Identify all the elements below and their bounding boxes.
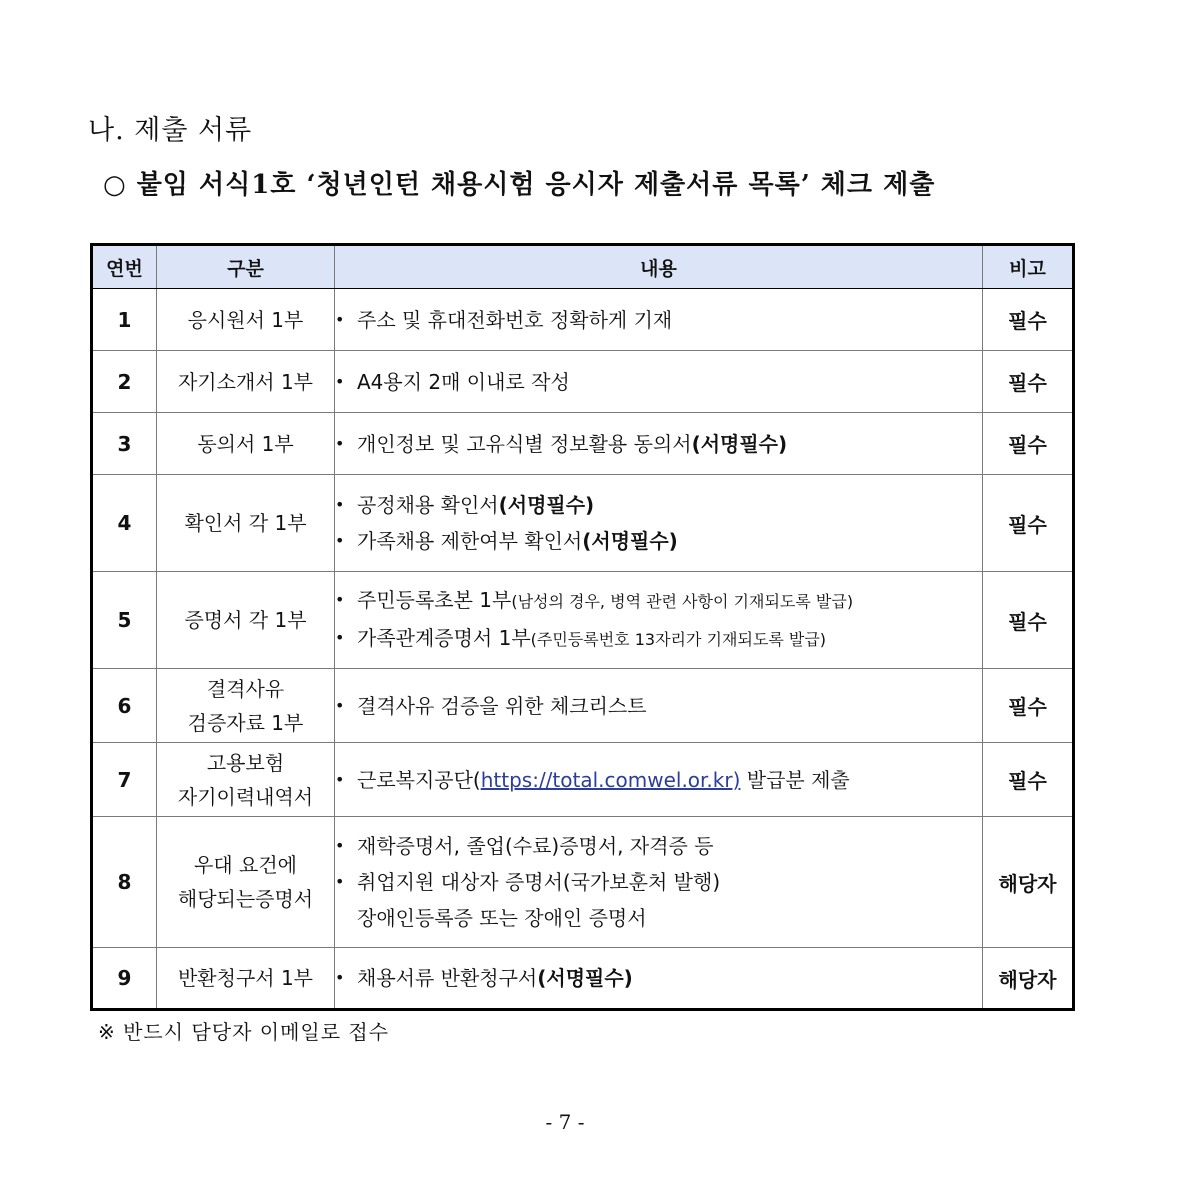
category-line: 증명서 각 1부 <box>184 608 307 632</box>
footnote: ※ 반드시 담당자 이메일로 접수 <box>98 1020 390 1044</box>
content-text <box>357 523 678 559</box>
item-text: 재학증명서, 졸업(수료)증명서, 자격증 등 <box>357 834 714 858</box>
row-note: 필수 <box>983 743 1074 817</box>
subheading-text: 붙임 서식1호 ‘청년인턴 채용시험 응시자 제출서류 목록’ 체크 제출 <box>136 170 936 200</box>
signature-required-text: (서명필수) <box>582 529 678 553</box>
content-item <box>335 960 982 996</box>
content-item <box>335 688 982 724</box>
signature-required-text: (서명필수) <box>691 431 788 456</box>
bullet-icon: • <box>335 433 345 453</box>
item-text: 근로복지공단( <box>357 767 481 792</box>
row-note: 필수 <box>983 475 1074 572</box>
table-row <box>92 948 1074 1010</box>
signature-required-text: (서명필수) <box>498 493 595 517</box>
item-text: 개인정보 및 고유식별 정보활용 동의서 <box>357 431 692 456</box>
header-category: 구분 <box>157 245 335 289</box>
content-text <box>357 364 570 400</box>
circle-marker: ○ <box>103 170 127 200</box>
content-item <box>335 487 982 523</box>
bullet-icon: • <box>335 968 345 987</box>
row-note: 필수 <box>983 413 1074 475</box>
header-note: 비고 <box>983 245 1074 289</box>
row-content <box>335 413 983 475</box>
item-text: 결격사유 검증을 위한 체크리스트 <box>357 693 647 718</box>
row-content <box>335 817 983 948</box>
bullet-icon: • <box>335 371 345 391</box>
table-row <box>92 475 1074 572</box>
row-number: 6 <box>92 669 157 743</box>
table-row <box>92 743 1074 817</box>
section-heading: 나. 제출 서류 <box>88 115 253 146</box>
row-category <box>157 572 335 669</box>
table-row <box>92 572 1074 669</box>
row-category <box>157 817 335 948</box>
row-note: 필수 <box>983 289 1074 351</box>
row-category <box>157 289 335 351</box>
content-item <box>335 762 982 798</box>
category-line: 자기이력내역서 <box>177 784 314 809</box>
category-line: 자기소개서 1부 <box>177 369 313 394</box>
row-content <box>335 351 983 413</box>
bullet-icon: • <box>335 495 345 514</box>
item-text: 가족관계증명서 1부 <box>357 626 531 650</box>
content-text <box>357 302 672 338</box>
table-body <box>92 289 1074 1010</box>
bullet-icon: • <box>335 695 345 715</box>
item-text: 주민등록초본 1부 <box>357 588 512 612</box>
row-content <box>335 743 983 817</box>
table-row <box>92 351 1074 413</box>
content-text <box>357 426 787 462</box>
row-note: 필수 <box>983 572 1074 669</box>
row-number: 9 <box>92 948 157 1010</box>
item-text: 공정채용 확인서 <box>357 493 499 517</box>
row-number: 7 <box>92 743 157 817</box>
item-text: 장애인등록증 또는 장애인 증명서 <box>357 906 647 930</box>
row-note: 해당자 <box>983 948 1074 1010</box>
bullet-icon: • <box>335 836 345 855</box>
table-row <box>92 289 1074 351</box>
row-number: 1 <box>92 289 157 351</box>
content-text <box>357 582 853 620</box>
content-item <box>335 620 982 658</box>
table-header-row <box>92 245 1074 289</box>
row-category <box>157 669 335 743</box>
row-content <box>335 572 983 669</box>
content-text <box>357 900 647 936</box>
row-content <box>335 475 983 572</box>
table-row <box>92 669 1074 743</box>
row-number: 5 <box>92 572 157 669</box>
row-number: 3 <box>92 413 157 475</box>
content-text <box>357 960 633 996</box>
row-note: 필수 <box>983 351 1074 413</box>
row-category <box>157 413 335 475</box>
page-number: - 7 - <box>545 1110 585 1134</box>
row-content <box>335 669 983 743</box>
content-item <box>335 864 982 900</box>
content-item <box>335 364 982 400</box>
item-text: 발급분 제출 <box>740 767 850 792</box>
content-text <box>357 828 714 864</box>
category-line: 응시원서 1부 <box>187 307 304 332</box>
item-text: 주소 및 휴대전화번호 정확하게 기재 <box>357 307 673 332</box>
item-text: A4용지 2매 이내로 작성 <box>357 369 570 394</box>
issuance-note-text: (주민등록번호 13자리가 기재되도록 발급) <box>530 630 827 649</box>
content-item <box>335 582 982 620</box>
content-text <box>357 487 594 523</box>
category-line: 동의서 1부 <box>197 431 294 456</box>
row-category <box>157 351 335 413</box>
content-text <box>357 620 826 658</box>
row-number: 2 <box>92 351 157 413</box>
content-text <box>357 688 647 724</box>
category-line: 반환청구서 1부 <box>177 966 313 990</box>
subheading <box>103 164 935 201</box>
bullet-icon: • <box>335 628 345 647</box>
category-line: 우대 요건에 <box>194 853 297 877</box>
category-line: 고용보험 <box>206 750 285 775</box>
documents-table <box>90 243 1075 1011</box>
category-line: 검증자료 1부 <box>187 710 304 735</box>
table-row <box>92 413 1074 475</box>
row-content <box>335 289 983 351</box>
bullet-icon: • <box>335 309 345 329</box>
bullet-icon: • <box>335 590 345 609</box>
item-text: 가족채용 제한여부 확인서 <box>357 529 583 553</box>
content-text <box>357 762 850 798</box>
bullet-icon: • <box>335 872 345 891</box>
row-category <box>157 743 335 817</box>
row-content <box>335 948 983 1010</box>
content-item <box>335 302 982 338</box>
category-line: 확인서 각 1부 <box>184 511 307 535</box>
header-content: 내용 <box>335 245 983 289</box>
comwel-link[interactable]: https://total.comwel.or.kr) <box>480 767 741 792</box>
content-item <box>335 900 982 936</box>
bullet-icon: • <box>335 531 345 550</box>
issuance-note-text: (남성의 경우, 병역 관련 사항이 기재되도록 발급) <box>511 592 854 611</box>
row-number: 4 <box>92 475 157 572</box>
content-item <box>335 828 982 864</box>
row-number: 8 <box>92 817 157 948</box>
row-category <box>157 475 335 572</box>
content-item <box>335 426 982 462</box>
category-line: 해당되는증명서 <box>177 887 314 911</box>
header-no: 연번 <box>92 245 157 289</box>
category-line: 결격사유 <box>206 676 285 701</box>
item-text: 채용서류 반환청구서 <box>357 966 538 990</box>
row-category <box>157 948 335 1010</box>
bullet-icon: • <box>335 769 345 789</box>
row-note: 해당자 <box>983 817 1074 948</box>
signature-required-text: (서명필수) <box>537 966 633 990</box>
content-text <box>357 864 720 900</box>
content-item <box>335 523 982 559</box>
table-row <box>92 817 1074 948</box>
item-text: 취업지원 대상자 증명서(국가보훈처 발행) <box>357 870 721 894</box>
row-note: 필수 <box>983 669 1074 743</box>
